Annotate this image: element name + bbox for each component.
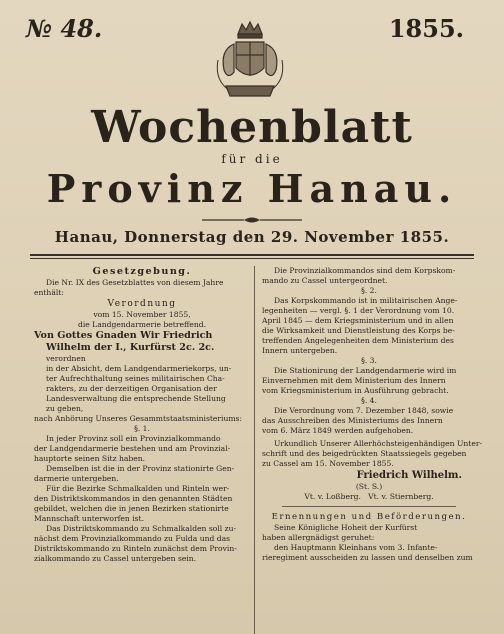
text-line: Die Verordnung vom 7. Dezember 1848, sowie: [274, 406, 454, 415]
text-line: der Landgendarmerie bestehen und am Provinzial-: [34, 444, 231, 453]
paragraph-mark: §. 4.: [361, 396, 377, 405]
text-line: verordnen: [46, 354, 86, 363]
masthead-subtitle-large: Provinz Hanau.: [46, 166, 458, 211]
text-line: ter Aufrechthaltung seines militairischen Cha-: [46, 374, 225, 383]
text-line: Demselben ist die in der Provinz stationirte Gen-: [46, 464, 235, 473]
text-line: Mannschaft unterworfen ist.: [34, 514, 144, 523]
text-line: Urkundlich Unserer Allerhöchsteigenhändigen Unter-: [274, 439, 483, 448]
text-line: den Distriktskommandos in den genannten Städten: [34, 494, 233, 503]
text-line: In jeder Provinz soll ein Provinzialkommando: [46, 434, 221, 443]
section-heading-ernennungen: Ernennungen und Beförderungen.: [271, 512, 467, 522]
text-line: zu Cassel am 15. November 1855.: [262, 459, 394, 468]
text-line: enthält:: [34, 288, 64, 297]
text-line: das Ausschreiben des Ministeriums des Innern: [262, 416, 443, 425]
paragraph-mark: §. 2.: [361, 286, 377, 295]
text-line: rakters, zu der derzeitigen Organisation der: [46, 384, 217, 393]
text-line: April 1845 — dem Kriegsministerium und in allen: [262, 316, 454, 325]
masthead-subtitle-small: für die: [221, 152, 283, 166]
sovereign-line: Von Gottes Gnaden Wir Friedrich: [34, 330, 213, 341]
text-line: hauptorte seinen Sitz haben.: [34, 454, 146, 463]
sovereign-line: Wilhelm der I., Kurfürst 2c. 2c.: [46, 342, 215, 353]
text-line: Die Provinzialkommandos sind dem Korpskom-: [274, 266, 456, 275]
text-line: schrift und des beigedrückten Staatssiegels gegeben: [262, 449, 467, 458]
dateline: Hanau, Donnerstag den 29. November 1855.: [54, 228, 450, 246]
countersignatures: Vt. v. Loßberg. Vt. v. Stiernberg.: [304, 492, 434, 501]
text-line: Einvernehmen mit dem Ministerium des Innern: [262, 376, 446, 385]
signature-name: Friedrich Wilhelm.: [356, 470, 462, 481]
text-line: nach Anhörung Unseres Gesammtstaatsministeriums:: [34, 414, 243, 423]
decree-heading: Verordnung: [107, 299, 177, 309]
decree-date: vom 15. November 1855,: [93, 310, 191, 319]
paragraph-mark: §. 1.: [134, 424, 150, 433]
text-line: mando zu Cassel untergeordnet.: [262, 276, 388, 285]
text-line: die Wirksamkeit und Dienstleistung des Korps be-: [262, 326, 455, 335]
text-line: Das Korpskommando ist in militairischen Ange-: [274, 296, 458, 305]
text-line: gebildet, welchen die in jenen Bezirken stationirte: [34, 504, 229, 513]
header-rule: [30, 254, 474, 256]
text-line: darmerie untergeben.: [34, 474, 119, 483]
text-line: Das Distriktskommando zu Schmalkalden soll zu-: [46, 524, 237, 533]
text-line: rieregiment ausscheiden zu lassen und denselben zum: [262, 553, 473, 562]
ornament-divider: [200, 215, 304, 225]
text-line: vom Kriegsministerium in Ausführung gebracht.: [262, 386, 449, 395]
coat-of-arms-emblem: [212, 20, 288, 102]
text-line: Für die Bezirke Schmalkalden und Rinteln wer-: [46, 484, 230, 493]
text-line: treffenden Angelegenheiten dem Ministerium des: [262, 336, 454, 345]
text-line: Landesverwaltung die entsprechende Stellung: [46, 394, 226, 403]
text-line: haben allergnädigst geruhet:: [262, 533, 375, 542]
section-heading-gesetzgebung: Gesetzgebung.: [92, 266, 192, 277]
issue-number: № 48.: [26, 14, 103, 43]
text-line: Distriktskommando zu Rinteln zunächst dem Provin-: [34, 544, 237, 553]
text-line: zialkommando zu Cassel untergeben sein.: [34, 554, 197, 563]
text-line: Die Stationirung der Landgendarmerie wird im: [274, 366, 457, 375]
section-divider: [282, 506, 456, 507]
text-line: Die Nr. IX des Gesetzblattes von diesem Jahre: [46, 278, 224, 287]
header-rule-thin: [30, 258, 474, 259]
text-line: nächst dem Provinzialkommando zu Fulda und das: [34, 534, 231, 543]
left-column: [34, 266, 250, 564]
text-line: in der Absicht, dem Landgendarmeriekorps, un-: [46, 364, 232, 373]
decree-subject: die Landgendarmerie betreffend.: [77, 320, 207, 329]
text-line: legenheiten — vergl. §. 1 der Verordnung vom 10.: [262, 306, 455, 315]
text-line: Seine Königliche Hoheit der Kurfürst: [274, 523, 418, 532]
right-column: [262, 266, 483, 563]
column-separator: [254, 266, 255, 634]
paragraph-mark: §. 3.: [361, 356, 377, 365]
issue-year: 1855.: [388, 14, 464, 43]
text-line: den Hauptmann Kleinhans vom 3. Infante-: [274, 543, 438, 552]
seal-mark: (St. S.): [355, 482, 383, 491]
text-line: zu geben,: [46, 404, 84, 413]
masthead-title: Wochenblatt: [91, 102, 413, 153]
text-line: Innern untergeben.: [262, 346, 338, 355]
text-line: vom 6. März 1849 werden aufgehoben.: [262, 426, 414, 435]
